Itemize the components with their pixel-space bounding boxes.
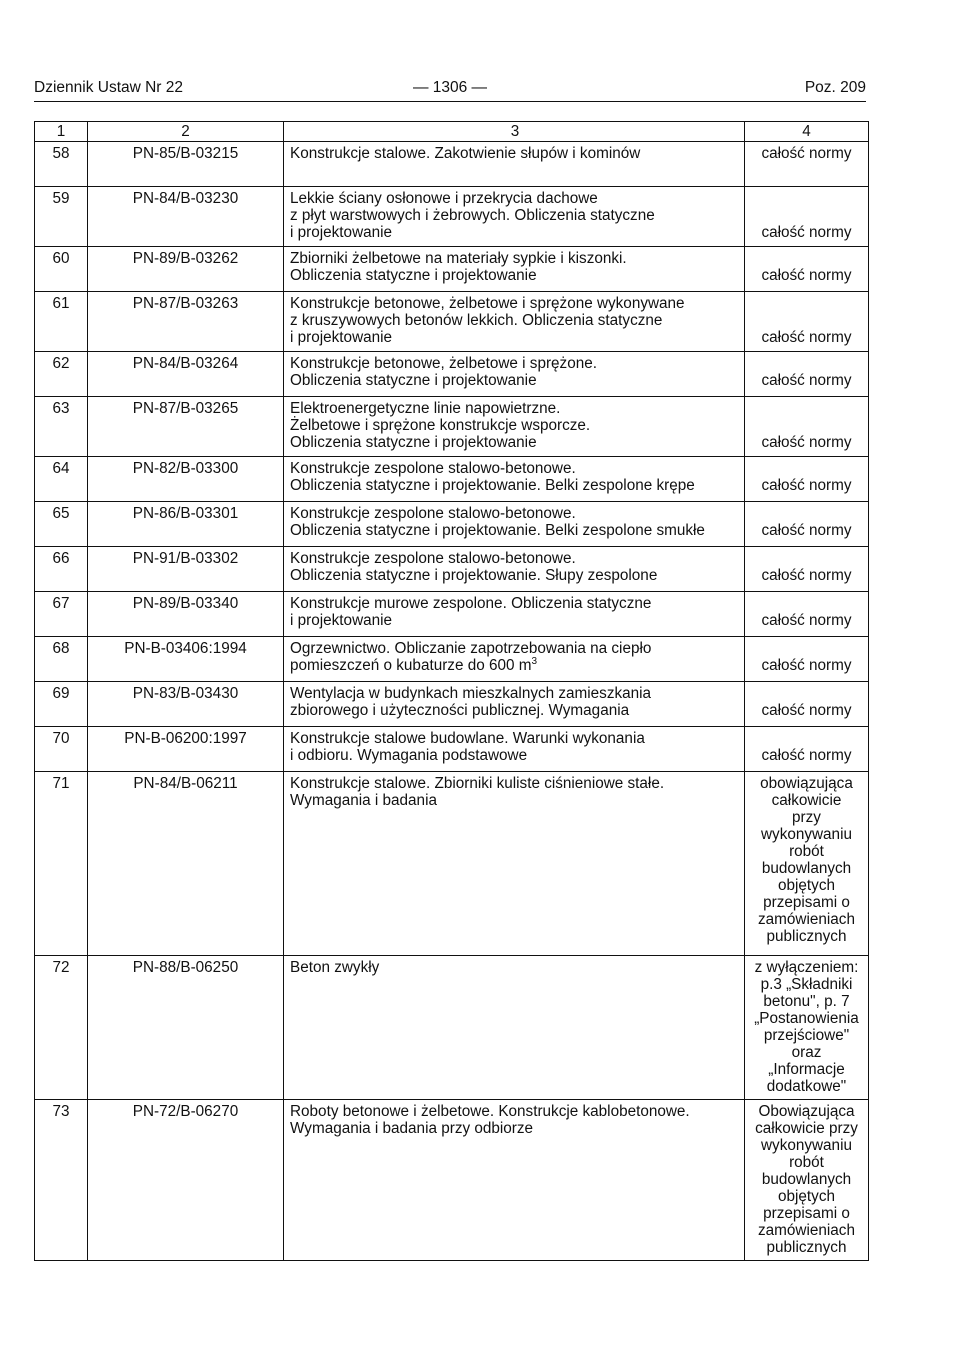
scope-text: całość normy — [761, 612, 852, 629]
scope-line: dodatkowe" — [766, 1078, 847, 1095]
row-number: 63 — [35, 397, 88, 457]
scope-cell — [745, 457, 869, 502]
title-line-text: Elektroenergetyczne linie napowietrzne. — [290, 400, 561, 417]
scope-text: całość normy — [761, 434, 852, 451]
title-line — [290, 372, 740, 389]
scope-line: zamówieniach — [758, 911, 855, 928]
standard-title — [284, 727, 745, 772]
row-number: 59 — [35, 187, 88, 247]
title-line-text: i odbioru. Wymagania podstawowe — [290, 747, 528, 764]
title-line — [290, 612, 740, 629]
scope-cell — [745, 397, 869, 457]
scope-spacer — [749, 250, 864, 267]
standard-title — [284, 352, 745, 397]
scope-spacer — [749, 460, 864, 477]
standard-title — [284, 187, 745, 247]
title-line — [290, 1103, 740, 1120]
standard-title — [284, 292, 745, 352]
scope-line: publicznych — [766, 1239, 847, 1256]
title-line — [290, 460, 740, 477]
title-line — [290, 312, 740, 329]
title-line — [290, 267, 740, 284]
title-line-text: Konstrukcje murowe zespolone. Obliczenia statyczne — [290, 595, 652, 612]
row-number: 72 — [35, 956, 88, 1100]
standard-code: PN-82/B-03300 — [88, 457, 284, 502]
scope-spacer — [749, 400, 864, 434]
standard-code: PN-84/B-03230 — [88, 187, 284, 247]
standard-code: PN-87/B-03263 — [88, 292, 284, 352]
row-number: 71 — [35, 772, 88, 956]
title-line-text: Obliczenia statyczne i projektowanie. Słupy zespolone — [290, 567, 658, 584]
title-line-text: Obliczenia statyczne i projektowanie. Belki zespolone smukłe — [290, 522, 705, 539]
table-row — [35, 457, 869, 502]
title-line — [290, 224, 740, 241]
scope-line: „Informacje — [768, 1061, 845, 1078]
standard-title — [284, 457, 745, 502]
table-header-row — [35, 122, 869, 142]
row-number: 62 — [35, 352, 88, 397]
table-row — [35, 772, 869, 956]
column-header-2: 2 — [88, 122, 284, 142]
standard-code: PN-72/B-06270 — [88, 1100, 284, 1261]
title-line — [290, 505, 740, 522]
column-header-3: 3 — [284, 122, 745, 142]
standard-code: PN-89/B-03340 — [88, 592, 284, 637]
table-row — [35, 397, 869, 457]
page-header — [34, 79, 866, 101]
standard-title — [284, 956, 745, 1100]
title-line — [290, 747, 740, 764]
title-line — [290, 190, 740, 207]
scope-spacer — [749, 685, 864, 702]
scope-text: całość normy — [761, 329, 852, 346]
scope-text: całość normy — [761, 567, 852, 584]
title-line-text: Obliczenia statyczne i projektowanie — [290, 267, 537, 284]
scope-cell — [745, 727, 869, 772]
scope-cell — [745, 352, 869, 397]
title-line-text: Konstrukcje stalowe budowlane. Warunki wykonania — [290, 730, 645, 747]
scope-line: wykonywaniu — [761, 1137, 852, 1154]
title-line — [290, 792, 740, 809]
scope-line: przepisami o — [763, 1205, 850, 1222]
scope-line: obowiązująca — [760, 775, 853, 792]
scope-line: budowlanych — [761, 1171, 852, 1188]
scope-cell — [745, 772, 869, 956]
row-number: 69 — [35, 682, 88, 727]
table-row — [35, 956, 869, 1100]
table-row — [35, 292, 869, 352]
title-line — [290, 207, 740, 224]
column-header-1: 1 — [35, 122, 88, 142]
page-number: — 1306 — — [412, 79, 488, 96]
scope-line: całkowicie — [771, 792, 842, 809]
standard-code: PN-88/B-06250 — [88, 956, 284, 1100]
title-line — [290, 702, 740, 719]
scope-text: całość normy — [761, 372, 852, 389]
table-row — [35, 502, 869, 547]
scope-text: całość normy — [761, 477, 852, 494]
title-line-text: Konstrukcje zespolone stalowo-betonowe. — [290, 550, 576, 567]
table-row — [35, 142, 869, 187]
table-row — [35, 682, 869, 727]
standard-title — [284, 772, 745, 956]
standard-code: PN-B-03406:1994 — [88, 637, 284, 682]
title-line-text: Obliczenia statyczne i projektowanie. Belki zespolone krępe — [290, 477, 695, 494]
title-line-text: Lekkie ściany osłonowe i przekrycia dachowe — [290, 190, 598, 207]
standard-title — [284, 502, 745, 547]
standard-title — [284, 397, 745, 457]
row-number: 58 — [35, 142, 88, 187]
title-line — [290, 567, 740, 584]
title-line-text: Wentylacja w budynkach mieszkalnych zamieszkania — [290, 685, 652, 702]
scope-cell — [745, 637, 869, 682]
standard-title — [284, 592, 745, 637]
row-number: 61 — [35, 292, 88, 352]
standard-code: PN-87/B-03265 — [88, 397, 284, 457]
scope-text: całość normy — [761, 267, 852, 284]
scope-line: z wyłączeniem: — [754, 959, 859, 976]
scope-line: oraz — [791, 1044, 822, 1061]
title-line-text: Obliczenia statyczne i projektowanie — [290, 372, 537, 389]
title-line — [290, 775, 740, 792]
title-line-text: zbiorowego i użyteczności publicznej. Wymagania — [290, 702, 630, 719]
scope-spacer — [749, 355, 864, 372]
scope-text: całość normy — [761, 145, 852, 162]
title-line — [290, 145, 740, 162]
title-line-text: Konstrukcje stalowe. Zbiorniki kuliste ciśnieniowe stałe. — [290, 775, 665, 792]
row-number: 73 — [35, 1100, 88, 1261]
title-line-text: Roboty betonowe i żelbetowe. Konstrukcje kablobetonowe. — [290, 1103, 690, 1120]
title-line — [290, 1120, 740, 1137]
standard-code: PN-86/B-03301 — [88, 502, 284, 547]
header-divider — [34, 101, 866, 102]
title-line-text: Konstrukcje stalowe. Zakotwienie słupów i kominów — [290, 145, 641, 162]
scope-line: betonu", p. 7 — [763, 993, 850, 1010]
scope-cell — [745, 187, 869, 247]
position-number: Poz. 209 — [804, 79, 866, 96]
standard-code: PN-85/B-03215 — [88, 142, 284, 187]
row-number: 64 — [35, 457, 88, 502]
title-line — [290, 477, 740, 494]
superscript: 3 — [531, 655, 538, 667]
title-line-text: i projektowanie — [290, 329, 393, 346]
title-line — [290, 640, 740, 657]
scope-line: p.3 „Składniki — [760, 976, 853, 993]
title-line-text: Konstrukcje betonowe, żelbetowe i sprężone. — [290, 355, 597, 372]
standard-code: PN-89/B-03262 — [88, 247, 284, 292]
row-number: 60 — [35, 247, 88, 292]
scope-spacer — [749, 190, 864, 224]
scope-line: całkowicie przy — [755, 1120, 858, 1137]
title-line — [290, 730, 740, 747]
title-line-text: pomieszczeń o kubaturze do 600 m — [290, 657, 532, 674]
title-line — [290, 434, 740, 451]
title-line-text: i projektowanie — [290, 612, 393, 629]
scope-spacer — [749, 730, 864, 747]
scope-cell — [745, 1100, 869, 1261]
table-row — [35, 637, 869, 682]
scope-cell — [745, 292, 869, 352]
standard-code: PN-84/B-06211 — [88, 772, 284, 956]
scope-line: objętych — [778, 1188, 835, 1205]
column-header-4: 4 — [745, 122, 869, 142]
table-row — [35, 1100, 869, 1261]
title-line-text: Żelbetowe i sprężone konstrukcje wsporcze. — [290, 417, 591, 434]
table-row — [35, 547, 869, 592]
scope-text: całość normy — [761, 224, 852, 241]
standard-code: PN-83/B-03430 — [88, 682, 284, 727]
table-row — [35, 247, 869, 292]
scope-line: przy — [792, 809, 821, 826]
row-number: 65 — [35, 502, 88, 547]
scope-cell — [745, 502, 869, 547]
scope-text: całość normy — [761, 702, 852, 719]
scope-cell — [745, 592, 869, 637]
standard-title — [284, 682, 745, 727]
standards-table — [34, 121, 869, 1261]
scope-cell — [745, 682, 869, 727]
table-row — [35, 592, 869, 637]
title-line-text: Zbiorniki żelbetowe na materiały sypkie i kiszonki. — [290, 250, 627, 267]
title-line-text: Konstrukcje zespolone stalowo-betonowe. — [290, 460, 576, 477]
scope-cell — [745, 956, 869, 1100]
title-line — [290, 355, 740, 372]
title-line-text: Beton zwykły — [290, 959, 380, 976]
scope-line: „Postanowienia — [754, 1010, 859, 1027]
standard-code: PN-B-06200:1997 — [88, 727, 284, 772]
title-line — [290, 959, 740, 976]
title-line-text: Obliczenia statyczne i projektowanie — [290, 434, 537, 451]
table-row — [35, 187, 869, 247]
title-line-text: Konstrukcje zespolone stalowo-betonowe. — [290, 505, 576, 522]
standard-title — [284, 142, 745, 187]
table-row — [35, 352, 869, 397]
row-number: 67 — [35, 592, 88, 637]
scope-line: zamówieniach — [758, 1222, 855, 1239]
title-line-text: Wymagania i badania — [290, 792, 437, 809]
scope-cell — [745, 547, 869, 592]
title-line — [290, 417, 740, 434]
standard-code: PN-84/B-03264 — [88, 352, 284, 397]
scope-line: objętych — [778, 877, 835, 894]
title-line-text: Wymagania i badania przy odbiorze — [290, 1120, 534, 1137]
scope-text: całość normy — [761, 522, 852, 539]
scope-line: Obowiązująca — [758, 1103, 855, 1120]
title-line — [290, 685, 740, 702]
scope-line: wykonywaniu — [761, 826, 852, 843]
standard-code: PN-91/B-03302 — [88, 547, 284, 592]
title-line — [290, 400, 740, 417]
scope-text: całość normy — [761, 657, 852, 674]
title-line — [290, 657, 740, 674]
title-line — [290, 250, 740, 267]
scope-spacer — [749, 295, 864, 329]
scope-spacer — [749, 550, 864, 567]
title-line-text: z kruszywowych betonów lekkich. Obliczenia statyczne — [290, 312, 663, 329]
standard-title — [284, 547, 745, 592]
scope-cell — [745, 247, 869, 292]
title-line-text: i projektowanie — [290, 224, 393, 241]
row-number: 70 — [35, 727, 88, 772]
title-line — [290, 595, 740, 612]
scope-line: przepisami o — [763, 894, 850, 911]
scope-line: przejściowe" — [763, 1027, 850, 1044]
standard-title — [284, 247, 745, 292]
standard-title — [284, 1100, 745, 1261]
title-line-text: Konstrukcje betonowe, żelbetowe i sprężone wykonywane — [290, 295, 685, 312]
row-number: 66 — [35, 547, 88, 592]
title-line — [290, 329, 740, 346]
title-line-text: z płyt warstwowych i żebrowych. Obliczenia statyczne — [290, 207, 655, 224]
title-line — [290, 550, 740, 567]
standard-title — [284, 637, 745, 682]
scope-spacer — [749, 505, 864, 522]
journal-title: Dziennik Ustaw Nr 22 — [34, 79, 184, 96]
scope-text: całość normy — [761, 747, 852, 764]
scope-cell — [745, 142, 869, 187]
title-line-text: Ogrzewnictwo. Obliczanie zapotrzebowania na ciepło — [290, 640, 652, 657]
title-line — [290, 295, 740, 312]
scope-spacer — [749, 640, 864, 657]
scope-line: robót — [789, 1154, 824, 1171]
row-number: 68 — [35, 637, 88, 682]
scope-line: publicznych — [766, 928, 847, 945]
title-line — [290, 522, 740, 539]
scope-spacer — [749, 595, 864, 612]
scope-line: robót — [789, 843, 824, 860]
scope-line: budowlanych — [761, 860, 852, 877]
table-row — [35, 727, 869, 772]
